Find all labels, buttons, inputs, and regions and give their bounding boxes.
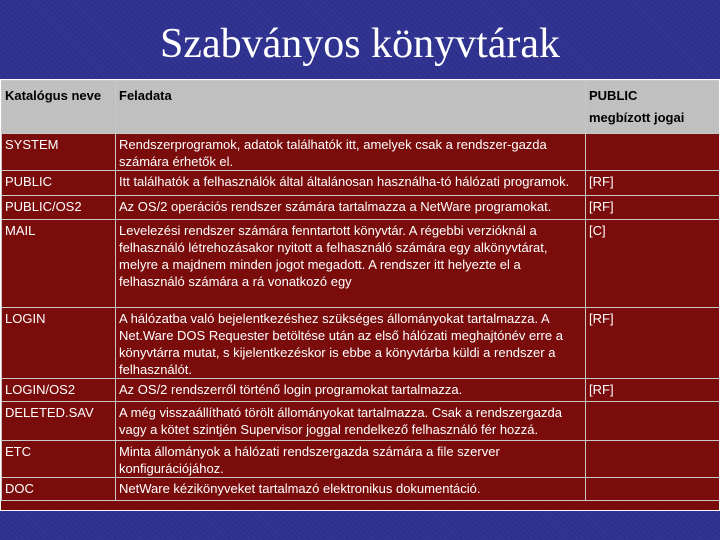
cell-task: Levelezési rendszer számára fenntartott könyvtár. A régebbi verzióknál a felhasználó létrehozásakor nyitott a felhasználó számára egy alkönyvtárat, melyre a majdnem minden jogot megadott. A rendszer itt helyezte el a felhasználó számára a rá vonatkozó egy xyxy=(116,220,586,308)
header-public-rights-line1: PUBLIC xyxy=(589,88,638,103)
cell-task: Minta állományok a hálózati rendszergazda számára a file szerver konfigurációjához. xyxy=(116,441,586,478)
cell-catalog-name: LOGIN/OS2 xyxy=(2,379,116,402)
directories-table xyxy=(0,79,720,511)
cell-task: Az OS/2 rendszerről történő login programokat tartalmazza. xyxy=(116,379,586,402)
cell-rights xyxy=(586,402,720,441)
cell-rights: [RF] xyxy=(586,308,720,379)
cell-catalog-name: SYSTEM xyxy=(2,134,116,171)
cell-catalog-name: LOGIN xyxy=(2,308,116,379)
table-row xyxy=(2,441,720,478)
cell-catalog-name: MAIL xyxy=(2,220,116,308)
cell-task: Az OS/2 operációs rendszer számára tartalmazza a NetWare programokat. xyxy=(116,196,586,220)
header-public-rights-line2: megbízott jogai xyxy=(589,110,685,125)
header-task: Feladata xyxy=(116,81,586,134)
cell-catalog-name: PUBLIC xyxy=(2,171,116,196)
cell-task: Itt találhatók a felhasználók által általánosan használha-tó hálózati programok. xyxy=(116,171,586,196)
cell-catalog-name: DELETED.SAV xyxy=(2,402,116,441)
table-header-row xyxy=(2,81,720,134)
cell-rights: [RF] xyxy=(586,196,720,220)
cell-task: NetWare kézikönyveket tartalmazó elektronikus dokumentáció. xyxy=(116,478,586,501)
table-row xyxy=(2,402,720,441)
table-row xyxy=(2,196,720,220)
cell-rights: [RF] xyxy=(586,379,720,402)
cell-rights xyxy=(586,441,720,478)
table-row xyxy=(2,478,720,501)
cell-rights xyxy=(586,134,720,171)
cell-catalog-name: PUBLIC/OS2 xyxy=(2,196,116,220)
cell-catalog-name: ETC xyxy=(2,441,116,478)
cell-catalog-name: DOC xyxy=(2,478,116,501)
cell-task: A még visszaállítható törölt állományokat tartalmazza. Csak a rendszergazda vagy a kötet szintjén Supervisor joggal rendelkező felhasználó fér hozzá. xyxy=(116,402,586,441)
table-row xyxy=(2,134,720,171)
cell-rights xyxy=(586,478,720,501)
slide-title: Szabványos könyvtárak xyxy=(159,21,561,67)
cell-task: A hálózatba való bejelentkezéshez szükséges állományokat tartalmazza. A Net.Ware DOS Requester betöltése után az első hálózati meghajtónév erre a könyvtárra mutat, s kijelentkezéskor is ebbe a könyvtárba küldi a rendszer a felhasználót. xyxy=(116,308,586,379)
cell-task: Rendszerprogramok, adatok találhatók itt, amelyek csak a rendszer-gazda számára érhetők el. xyxy=(116,134,586,171)
table-row xyxy=(2,220,720,308)
table-row xyxy=(2,379,720,402)
table-row xyxy=(2,308,720,379)
cell-rights: [RF] xyxy=(586,171,720,196)
header-catalog-name: Katalógus neve xyxy=(2,81,116,134)
header-public-rights xyxy=(586,81,720,134)
table-row xyxy=(2,171,720,196)
cell-rights: [C] xyxy=(586,220,720,308)
